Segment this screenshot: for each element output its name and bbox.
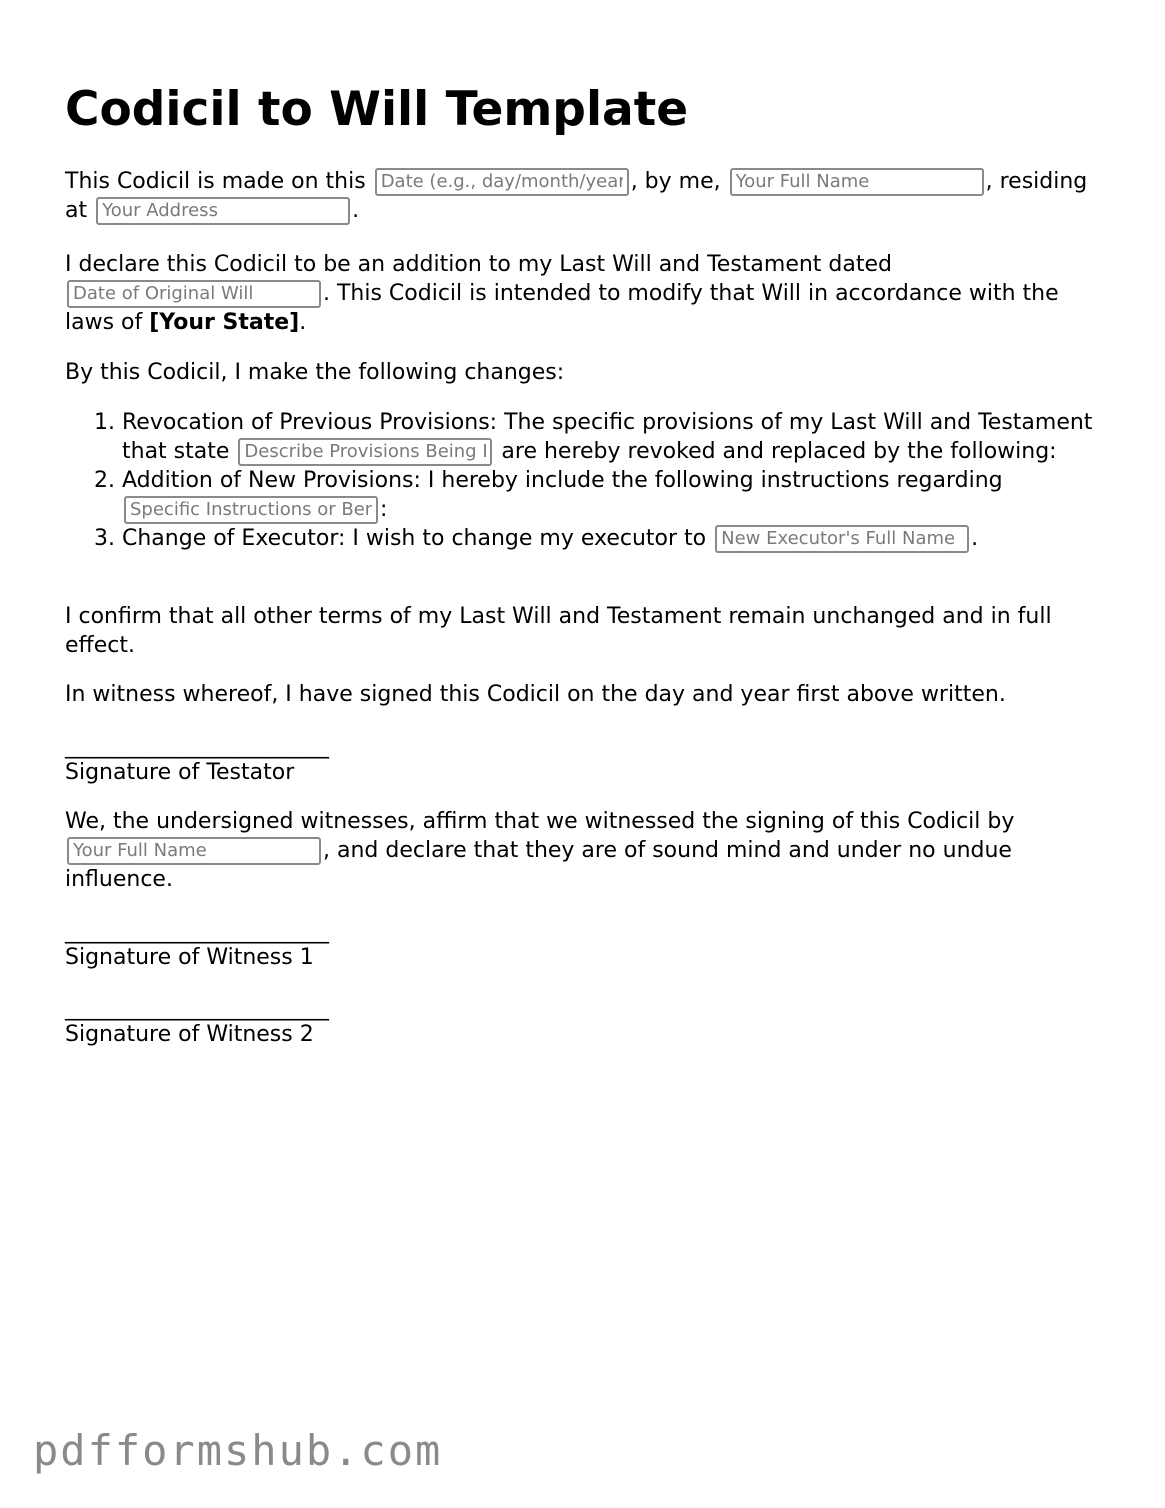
revocation-text-2: are hereby revoked and replaced by the following:: [501, 439, 1057, 464]
date-field[interactable]: [375, 168, 629, 196]
changes-list: [65, 408, 1105, 553]
intro-text-2: , by me,: [630, 169, 721, 194]
new-instructions-field[interactable]: [124, 496, 378, 524]
change-item-addition: [122, 466, 1105, 524]
declare-text-3: .: [299, 310, 307, 335]
witnesses-paragraph: [65, 807, 1105, 894]
executor-text-1: Change of Executor: I wish to change my executor to: [122, 526, 707, 551]
declaration-paragraph: [65, 250, 1105, 337]
declare-text-2: . This Codicil is intended to modify that Will in accordance with the laws of: [65, 281, 1059, 335]
page-title: Codicil to Will Template: [65, 82, 689, 137]
witness2-signature-block: [65, 998, 1105, 1049]
changes-intro: By this Codicil, I make the following changes:: [65, 360, 565, 385]
witness2-signature-line: ________________________: [65, 996, 329, 1021]
executor-text-2: .: [971, 526, 979, 551]
watermark: pdfformshub.com: [33, 1426, 443, 1475]
intro-paragraph: [65, 167, 1105, 225]
witnesses-text-1: We, the undersigned witnesses, affirm that we witnessed the signing of this Codicil by: [65, 809, 1015, 834]
testator-signature-label: Signature of Testator: [65, 760, 295, 785]
witness2-signature-label: Signature of Witness 2: [65, 1022, 314, 1047]
testator-signature-line: ________________________: [65, 734, 329, 759]
testator-signature-block: [65, 736, 1105, 787]
testator-name-field[interactable]: [67, 837, 321, 865]
confirm-paragraph: I confirm that all other terms of my Last Will and Testament remain unchanged and in full effect.: [65, 604, 1052, 658]
witness1-signature-label: Signature of Witness 1: [65, 945, 314, 970]
intro-text-3: , residing at: [65, 169, 1088, 223]
revoked-provisions-field[interactable]: [238, 438, 492, 466]
state-placeholder: [Your State]: [149, 310, 300, 335]
intro-text-1: This Codicil is made on this: [65, 169, 366, 194]
witnesses-text-2: , and declare that they are of sound mind and under no undue influence.: [65, 838, 1012, 892]
addition-text-1: Addition of New Provisions: I hereby include the following instructions regarding: [122, 468, 1003, 493]
declare-text-1: I declare this Codicil to be an addition to my Last Will and Testament dated: [65, 252, 892, 277]
original-will-date-field[interactable]: [67, 280, 321, 308]
change-item-executor: [122, 524, 1105, 553]
addition-text-2: :: [380, 497, 388, 522]
witness-statement: In witness whereof, I have signed this Codicil on the day and year first above written.: [65, 682, 1006, 707]
full-name-field[interactable]: [730, 168, 984, 196]
intro-text-4: .: [352, 198, 360, 223]
revocation-text-1: Revocation of Previous Provisions: The specific provisions of my Last Will and Testament that state: [122, 410, 1093, 464]
witness1-signature-line: ________________________: [65, 919, 329, 944]
address-field[interactable]: [96, 197, 350, 225]
change-item-revocation: [122, 408, 1105, 466]
new-executor-field[interactable]: [715, 525, 969, 553]
witness1-signature-block: [65, 921, 1105, 972]
